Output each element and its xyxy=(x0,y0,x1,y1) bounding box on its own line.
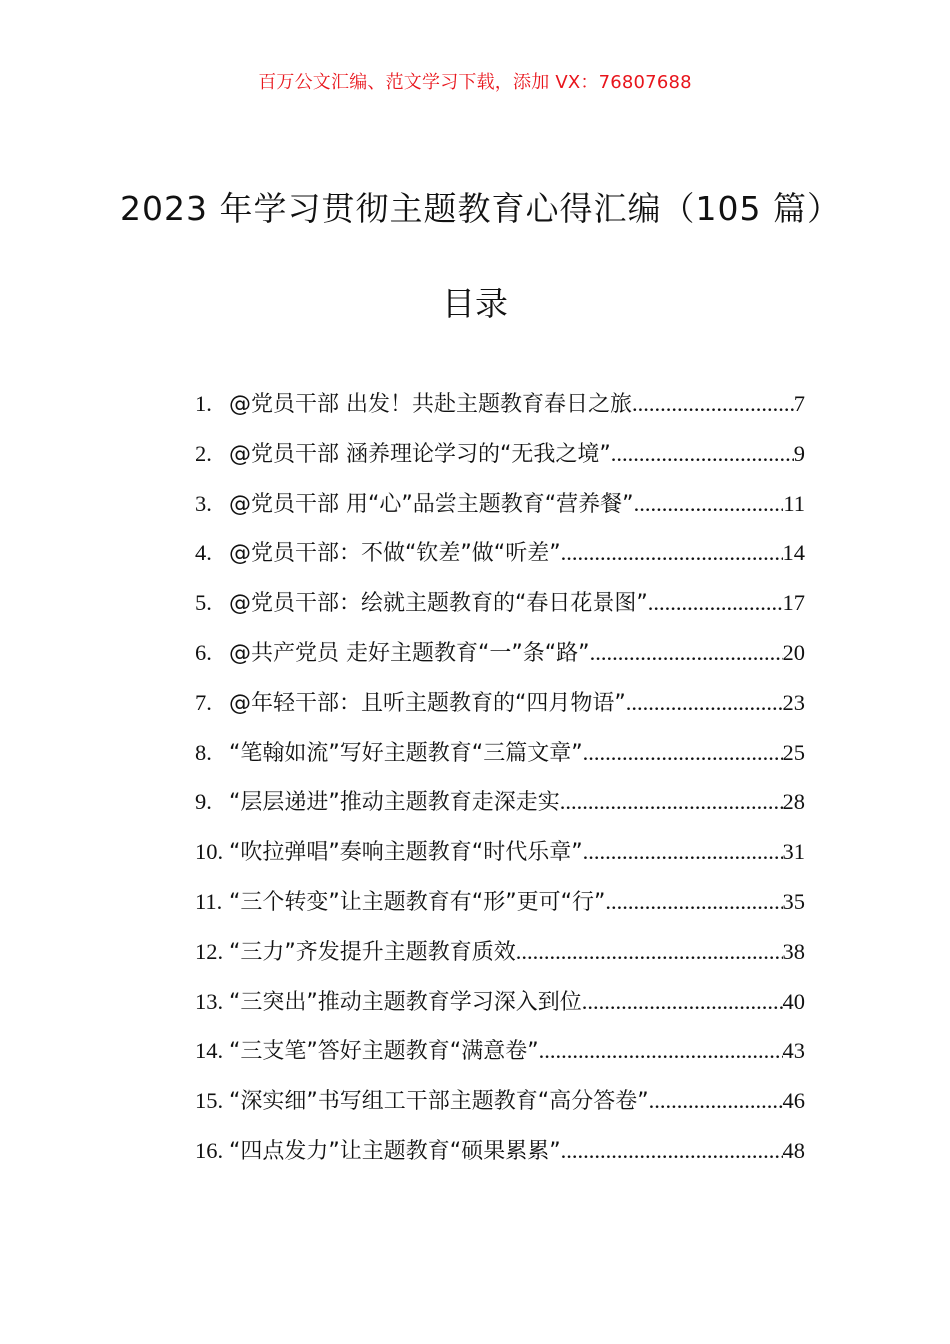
toc-dot-leader xyxy=(590,628,783,678)
toc-item[interactable] xyxy=(195,528,805,578)
toc-item[interactable] xyxy=(195,429,805,479)
toc-item-title: “层层递进”推动主题教育走深走实 xyxy=(229,790,560,816)
toc-item-title: “三个转变”让主题教育有“形”更可“行” xyxy=(229,889,606,915)
toc-item[interactable] xyxy=(195,1026,805,1076)
toc-item-title: “深实细”书写组工干部主题教育“高分答卷” xyxy=(229,1089,649,1115)
toc-item-title: “三支笔”答好主题教育“满意卷” xyxy=(229,1039,539,1065)
toc-item-title: @党员干部 涵养理论学习的“无我之境” xyxy=(229,441,611,467)
toc-item-number: 8. xyxy=(195,739,212,765)
toc-dot-leader xyxy=(632,379,794,429)
toc-dot-leader xyxy=(582,977,783,1027)
toc-item-title: @党员干部：不做“钦差”做“听差” xyxy=(229,541,561,567)
toc-item[interactable] xyxy=(195,977,805,1027)
toc-item-number: 13. xyxy=(195,988,224,1014)
toc-item-number: 4. xyxy=(195,540,212,566)
toc-item[interactable] xyxy=(195,728,805,778)
toc-item-title: “三力”齐发提升主题教育质效 xyxy=(229,939,516,965)
toc-dot-leader xyxy=(605,877,782,927)
toc-item-title: @党员干部：绘就主题教育的“春日花景图” xyxy=(229,591,648,617)
toc-item-page: 9 xyxy=(793,440,805,466)
toc-item-title: “吹拉弹唱”奏响主题教育“时代乐章” xyxy=(229,840,583,866)
toc-item[interactable] xyxy=(195,678,805,728)
toc-dot-leader xyxy=(611,429,794,479)
toc-dot-leader xyxy=(516,927,783,977)
toc-item-page: 35 xyxy=(782,888,805,914)
toc-item[interactable] xyxy=(195,379,805,429)
toc-item[interactable] xyxy=(195,777,805,827)
toc-item-page: 17 xyxy=(782,590,805,616)
toc-item-number: 1. xyxy=(195,391,212,416)
toc-dot-leader xyxy=(561,1126,783,1176)
toc-item-number: 14. xyxy=(195,1038,224,1064)
header-note: 百万公文汇编、范文学习下载，添加 VX：76807688 xyxy=(258,72,692,93)
toc-item-page: 38 xyxy=(782,938,805,964)
toc-item-page: 7 xyxy=(793,391,805,416)
toc-item-page: 48 xyxy=(782,1137,805,1163)
toc-item-page: 46 xyxy=(782,1088,805,1114)
toc-item-number: 11. xyxy=(195,888,223,914)
toc-dot-leader xyxy=(583,827,783,877)
toc-dot-leader xyxy=(561,528,783,578)
toc-item-page: 25 xyxy=(782,739,805,765)
toc-item-page: 28 xyxy=(782,789,805,815)
toc-item[interactable] xyxy=(195,827,805,877)
toc-item-page: 11 xyxy=(783,490,805,516)
toc-item-number: 5. xyxy=(195,590,212,616)
toc-item[interactable] xyxy=(195,1126,805,1176)
toc-item-page: 20 xyxy=(782,639,805,665)
toc-item-page: 40 xyxy=(782,988,805,1014)
toc-item-title: @党员干部 用“心”品尝主题教育“营养餐” xyxy=(229,491,634,517)
document-title: 2023 年学习贯彻主题教育心得汇编（105 篇） xyxy=(120,189,841,228)
toc-item-page: 31 xyxy=(782,839,805,865)
toc-item[interactable] xyxy=(195,578,805,628)
toc-item-number: 10. xyxy=(195,839,224,865)
toc-item-title: @共产党员 走好主题教育“一”条“路” xyxy=(229,640,590,666)
toc-item-title: @年轻干部：且听主题教育的“四月物语” xyxy=(229,690,626,716)
toc-item-title: “四点发力”让主题教育“硕果累累” xyxy=(229,1138,561,1164)
toc-dot-leader xyxy=(648,578,783,628)
toc-item-number: 3. xyxy=(195,490,212,516)
toc-item-number: 9. xyxy=(195,789,212,815)
toc-item[interactable] xyxy=(195,927,805,977)
toc-item-title: @党员干部 出发！共赴主题教育春日之旅 xyxy=(229,392,632,417)
toc-dot-leader xyxy=(649,1076,783,1126)
toc-item-number: 12. xyxy=(195,938,224,964)
toc-item-number: 15. xyxy=(195,1088,224,1114)
toc-item-number: 16. xyxy=(195,1137,224,1163)
toc-item-page: 14 xyxy=(782,540,805,566)
toc-item-number: 7. xyxy=(195,689,212,715)
toc-item-number: 6. xyxy=(195,639,212,665)
table-of-contents xyxy=(195,379,805,1176)
toc-item[interactable] xyxy=(195,628,805,678)
toc-item[interactable] xyxy=(195,479,805,529)
toc-dot-leader xyxy=(626,678,783,728)
toc-item-page: 43 xyxy=(782,1038,805,1064)
toc-dot-leader xyxy=(634,479,784,529)
toc-item[interactable] xyxy=(195,877,805,927)
toc-item[interactable] xyxy=(195,1076,805,1126)
toc-dot-leader xyxy=(539,1026,783,1076)
toc-item-number: 2. xyxy=(195,440,212,466)
toc-dot-leader xyxy=(583,728,783,778)
toc-item-title: “笔翰如流”写好主题教育“三篇文章” xyxy=(229,740,583,766)
toc-item-page: 23 xyxy=(782,689,805,715)
toc-dot-leader xyxy=(560,777,783,827)
toc-heading: 目录 xyxy=(442,284,508,323)
toc-item-title: “三突出”推动主题教育学习深入到位 xyxy=(229,989,582,1015)
